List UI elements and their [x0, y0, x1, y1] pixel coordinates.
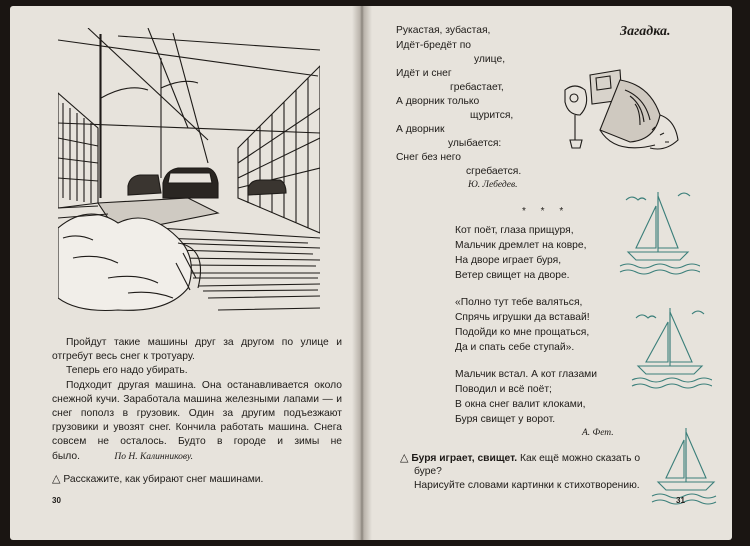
task-text: Расскажите, как убирают снег машинами. [63, 474, 264, 485]
page-number: 30 [52, 496, 61, 505]
poem-line: Спрячь игрушки да вставай! [455, 312, 590, 323]
riddle-title: Загадка. [620, 24, 671, 39]
poem-line: Да и спать себе ступай». [455, 342, 575, 353]
poem-line: В окна снег валит клоками, [455, 399, 586, 410]
poem-line: Подойди ко мне прощаться, [455, 327, 590, 338]
riddle-line: улыбается: [448, 138, 502, 149]
task-triangle-icon: △ [400, 452, 409, 464]
riddle-line: улице, [474, 54, 506, 65]
story-paragraph: Пройдут такие машины друг за другом по улице и отгребут весь снег к тротуару. [52, 337, 342, 363]
task-line [400, 451, 640, 466]
task-line: буре? [414, 466, 442, 477]
snow-plow-machine-illustration [560, 60, 680, 160]
story-byline: По Н. Калинникову. [114, 451, 194, 462]
riddle-line: щурится, [470, 110, 514, 121]
story-paragraph: Теперь его надо убирать. [66, 365, 188, 377]
sailboat-icon [650, 424, 722, 508]
story-paragraph [52, 379, 342, 464]
book-gutter [352, 6, 372, 540]
stanza-separator: * * * [522, 206, 570, 217]
poem-line: Мальчик встал. А кот глазами [455, 369, 597, 380]
riddle-line: Рукастая, зубастая, [396, 25, 491, 36]
riddle-line: Идёт и снег [396, 68, 452, 79]
poem-line: На дворе играет буря, [455, 255, 562, 266]
story-paragraph-text: Подходит другая машина. Она останавливается около снежной кучи. Заработала машина железными лапами — и снег пополз в грузовик. Один за другим подъезжают грузовики и увозят снег. Кончила работать машина. Снега совсем не осталось. Будто в городе и зимы не было. [52, 379, 342, 462]
riddle-line: Снег без него [396, 152, 461, 163]
task-bold-text: Буря играет, свищет. [411, 453, 518, 464]
task-text: Как ещё можно сказать о [519, 453, 641, 464]
task-line [52, 472, 263, 487]
riddle-line: гребастает, [450, 82, 504, 93]
poem-author: А. Фет. [582, 428, 614, 438]
story-text [52, 336, 342, 464]
poem-line: Ветер свищет на дворе. [455, 270, 570, 281]
sailboat-icon [630, 300, 712, 392]
riddle-line: А дворник [396, 124, 445, 135]
page-number: 31 [676, 496, 685, 505]
sailboat-icon [618, 186, 700, 278]
poem-line: Буря свищет у ворот. [455, 414, 556, 425]
riddle-line: А дворник только [396, 96, 480, 107]
riddle-line: Идёт-бредёт по [396, 40, 472, 51]
poem-line: Поводил и всё поёт; [455, 384, 552, 395]
task-triangle-icon: △ [52, 473, 61, 485]
riddle-author: Ю. Лебедев. [468, 180, 518, 190]
poem-line: «Полно тут тебе валяться, [455, 297, 583, 308]
poem-line: Мальчик дремлет на ковре, [455, 240, 587, 251]
task-line: Нарисуйте словами картинки к стихотворению. [414, 480, 640, 491]
street-snow-clearing-illustration [58, 28, 320, 318]
poem-line: Кот поёт, глаза прищуря, [455, 225, 574, 236]
riddle-line: сгребается. [466, 166, 522, 177]
